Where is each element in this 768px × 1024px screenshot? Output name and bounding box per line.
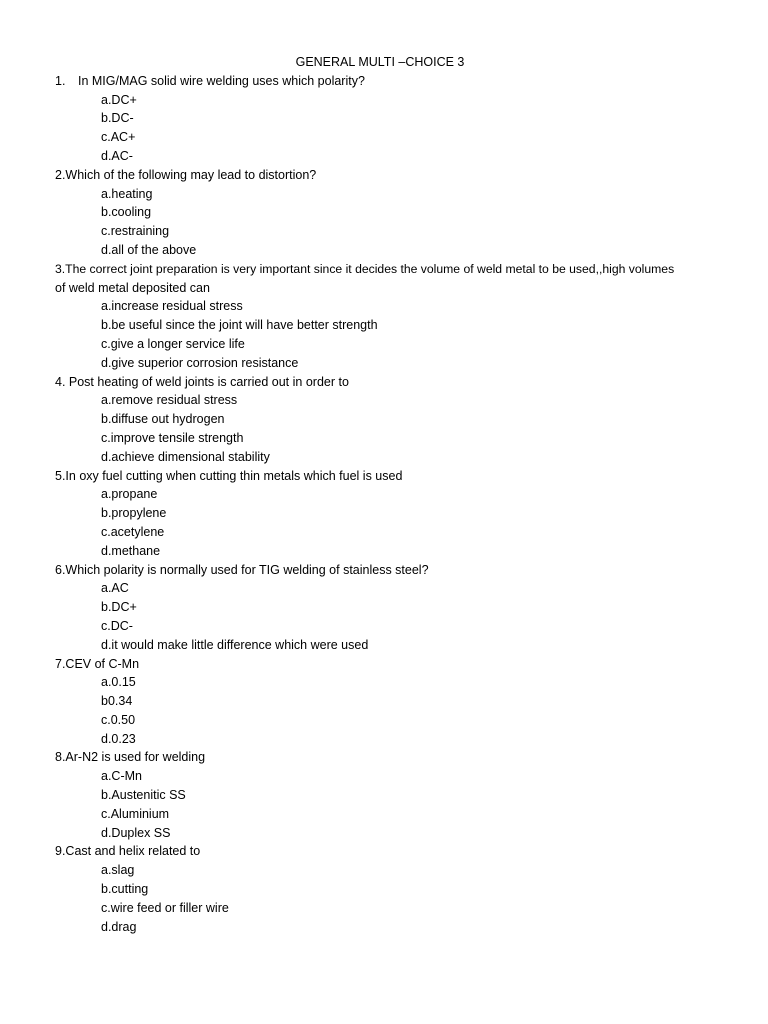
- option-item: a.heating: [101, 186, 153, 201]
- option-item: c.wire feed or filler wire: [101, 900, 229, 915]
- option-item: a.C-Mn: [101, 769, 142, 784]
- option-item: b.diffuse out hydrogen: [101, 412, 225, 427]
- option-item: d.achieve dimensional stability: [101, 449, 270, 464]
- option-item: c.give a longer service life: [101, 336, 245, 351]
- question-text: In MIG/MAG solid wire welding uses which polarity?: [78, 73, 365, 88]
- option-item: d.Duplex SS: [101, 825, 171, 840]
- option-item: b.cooling: [101, 205, 152, 220]
- question-9: 9.Cast and helix related to: [55, 844, 201, 859]
- option-item: d.it would make little difference which were used: [101, 637, 369, 652]
- question-4: 4. Post heating of weld joints is carried out in order to: [55, 374, 349, 389]
- question-number: 1.: [55, 73, 66, 88]
- option-item: d.all of the above: [101, 242, 197, 257]
- option-item: c.restraining: [101, 224, 170, 239]
- question-6: 6.Which polarity is normally used for TIG welding of stainless steel?: [55, 562, 429, 577]
- option-item: a.AC: [101, 581, 129, 596]
- option-item: d.methane: [101, 543, 161, 558]
- document-content: [55, 53, 735, 936]
- option-item: a.remove residual stress: [101, 393, 238, 408]
- page-title: GENERAL MULTI –CHOICE 3: [295, 55, 465, 69]
- option-item: c.0.50: [101, 712, 136, 727]
- option-item: a.increase residual stress: [101, 299, 243, 314]
- option-item: a.propane: [101, 487, 158, 502]
- option-item: d.give superior corrosion resistance: [101, 355, 299, 370]
- option-item: c.acetylene: [101, 524, 165, 539]
- option-item: b.DC+: [101, 600, 137, 615]
- option-item: c.improve tensile strength: [101, 430, 244, 445]
- option-item: c.Aluminium: [101, 806, 170, 821]
- question-5: 5.In oxy fuel cutting when cutting thin metals which fuel is used: [55, 468, 403, 483]
- option-item: c.AC+: [101, 130, 136, 145]
- option-item: b.DC-: [101, 111, 134, 126]
- question-7: 7.CEV of C-Mn: [55, 656, 140, 671]
- option-item: c.DC-: [101, 618, 133, 633]
- option-item: b.Austenitic SS: [101, 788, 186, 803]
- option-item: b.propylene: [101, 506, 167, 521]
- option-item: b.cutting: [101, 882, 149, 897]
- option-item: a.0.15: [101, 675, 136, 690]
- question-3-line-1: 3.The correct joint preparation is very important since it decides the volume of weld metal to be used,,high volumes: [55, 261, 675, 276]
- option-item: d.AC-: [101, 148, 133, 163]
- question-2: 2.Which of the following may lead to distortion?: [55, 167, 317, 182]
- option-item: b0.34: [101, 694, 133, 709]
- option-item: a.slag: [101, 863, 135, 878]
- option-item: d.drag: [101, 919, 137, 934]
- option-item: b.be useful since the joint will have better strength: [101, 318, 378, 333]
- option-item: a.DC+: [101, 92, 137, 107]
- question-3-line-2: of weld metal deposited can: [55, 280, 210, 295]
- option-item: d.0.23: [101, 731, 136, 746]
- question-8: 8.Ar-N2 is used for welding: [55, 750, 206, 765]
- question-1: [55, 72, 735, 91]
